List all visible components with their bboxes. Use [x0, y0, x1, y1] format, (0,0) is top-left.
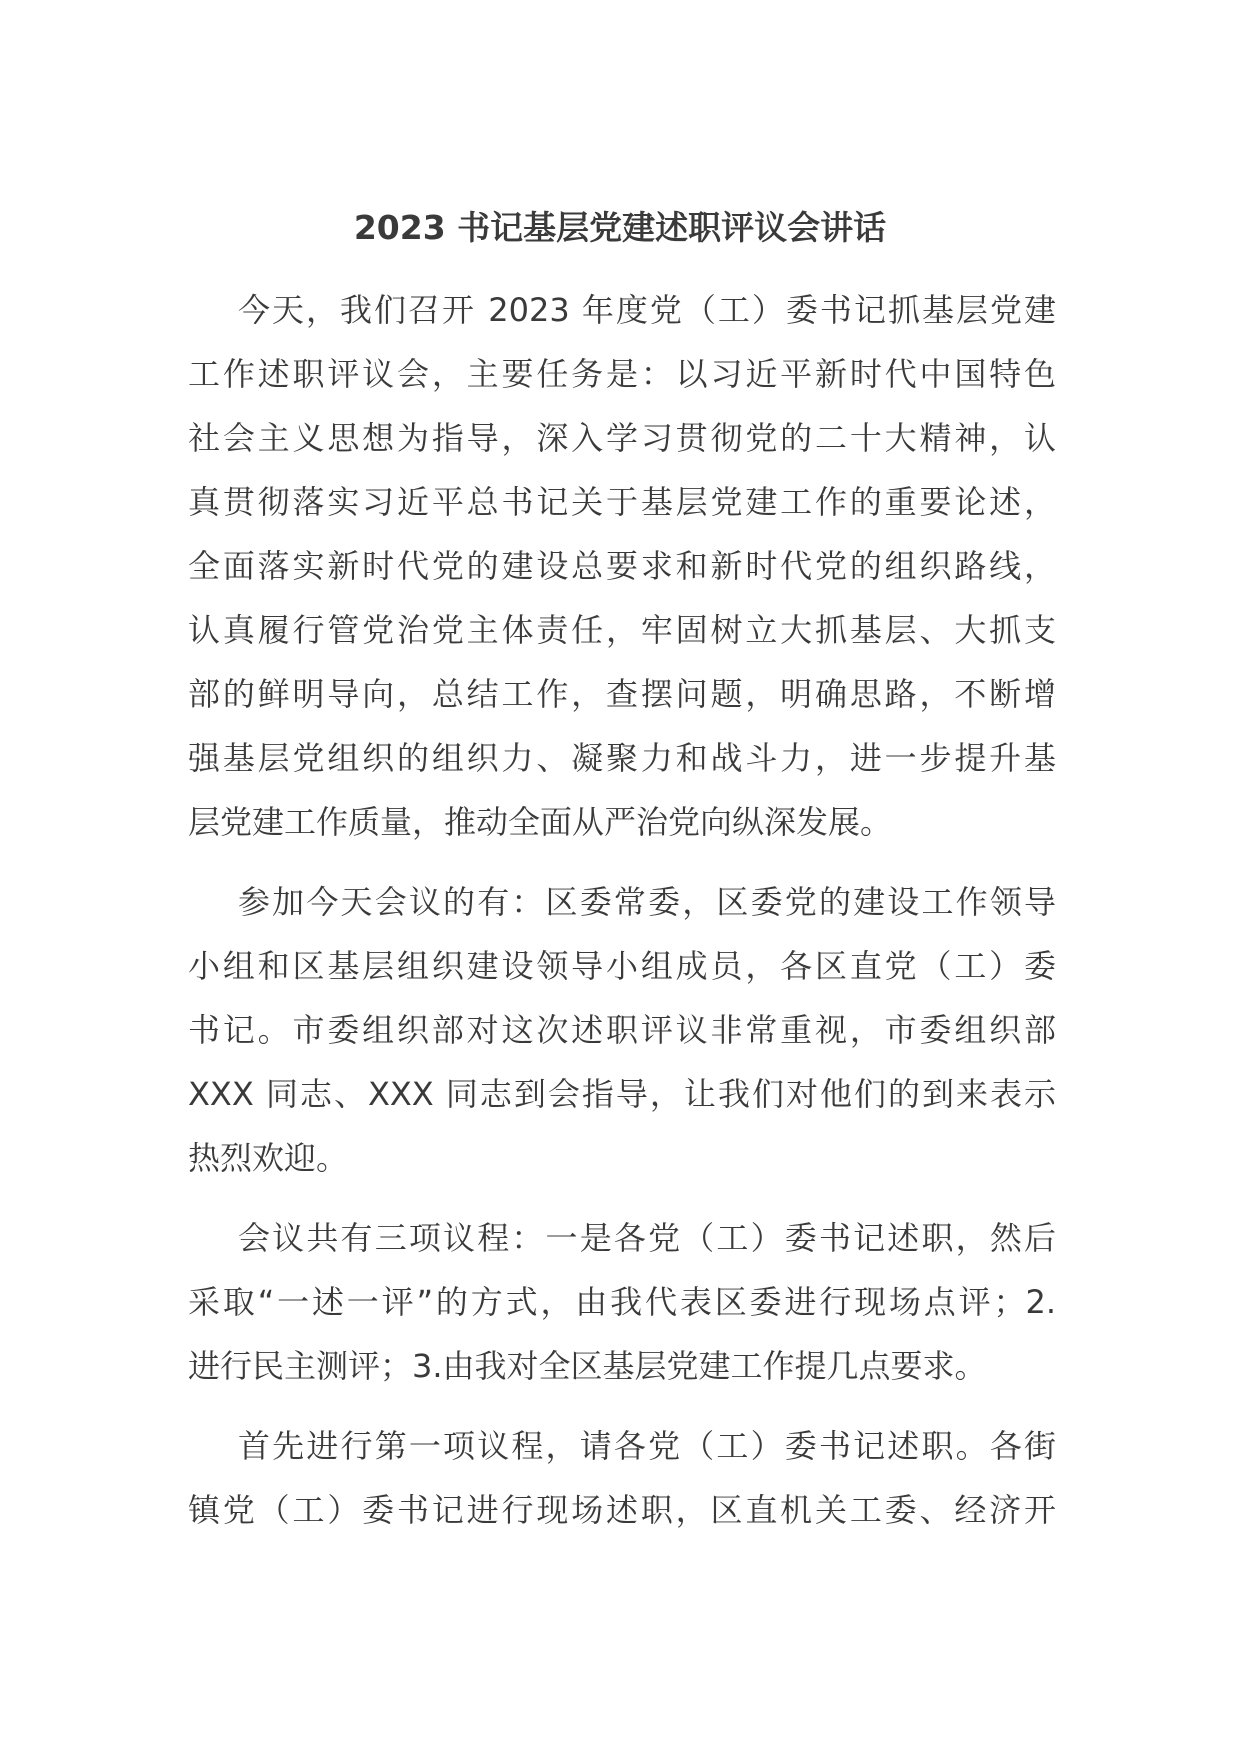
document-title: 2023 书记基层党建述职评议会讲话	[353, 208, 887, 247]
paragraph-gap	[188, 1190, 1056, 1206]
paragraph-line: 部的鲜明导向，总结工作，查摆问题，明确思路，不断增	[188, 675, 1056, 713]
paragraph-line: 热烈欢迎。	[188, 1139, 349, 1177]
paragraph-line: 小组和区基层组织建设领导小组成员，各区直党（工）委	[188, 947, 1056, 985]
paragraph-line: 采取“一述一评”的方式，由我代表区委进行现场点评；2.	[188, 1283, 1056, 1321]
paragraph-line: 进行民主测评；3.由我对全区基层党建工作提几点要求。	[188, 1347, 987, 1385]
paragraph-line: 书记。市委组织部对这次述职评议非常重视，市委组织部	[188, 1011, 1056, 1049]
paragraph-line: 真贯彻落实习近平总书记关于基层党建工作的重要论述，	[188, 483, 1056, 521]
paragraph-line: 今天，我们召开 2023 年度党（工）委书记抓基层党建	[238, 291, 1056, 329]
paragraph-line: 强基层党组织的组织力、凝聚力和战斗力，进一步提升基	[188, 739, 1056, 777]
paragraph-line: 层党建工作质量，推动全面从严治党向纵深发展。	[188, 803, 893, 841]
paragraph-line: 全面落实新时代党的建设总要求和新时代党的组织路线，	[188, 547, 1056, 585]
paragraph-line: 首先进行第一项议程，请各党（工）委书记述职。各街	[238, 1427, 1056, 1465]
paragraph-2	[188, 870, 1056, 1190]
paragraph-line: XXX 同志、XXX 同志到会指导，让我们对他们的到来表示	[188, 1075, 1056, 1113]
paragraph-line: 镇党（工）委书记进行现场述职，区直机关工委、经济开	[188, 1491, 1056, 1529]
paragraph-line: 认真履行管党治党主体责任，牢固树立大抓基层、大抓支	[188, 611, 1056, 649]
paragraph-line: 工作述职评议会，主要任务是：以习近平新时代中国特色	[188, 355, 1056, 393]
paragraph-4	[188, 1414, 1056, 1542]
paragraph-gap	[188, 854, 1056, 870]
paragraph-3	[188, 1206, 1056, 1398]
paragraph-1	[188, 278, 1056, 854]
paragraph-gap	[188, 1398, 1056, 1414]
paragraph-line: 会议共有三项议程：一是各党（工）委书记述职，然后	[238, 1219, 1056, 1257]
document-body	[188, 278, 1056, 1542]
paragraph-line: 社会主义思想为指导，深入学习贯彻党的二十大精神，认	[188, 419, 1056, 457]
paragraph-line: 参加今天会议的有：区委常委，区委党的建设工作领导	[238, 883, 1056, 921]
